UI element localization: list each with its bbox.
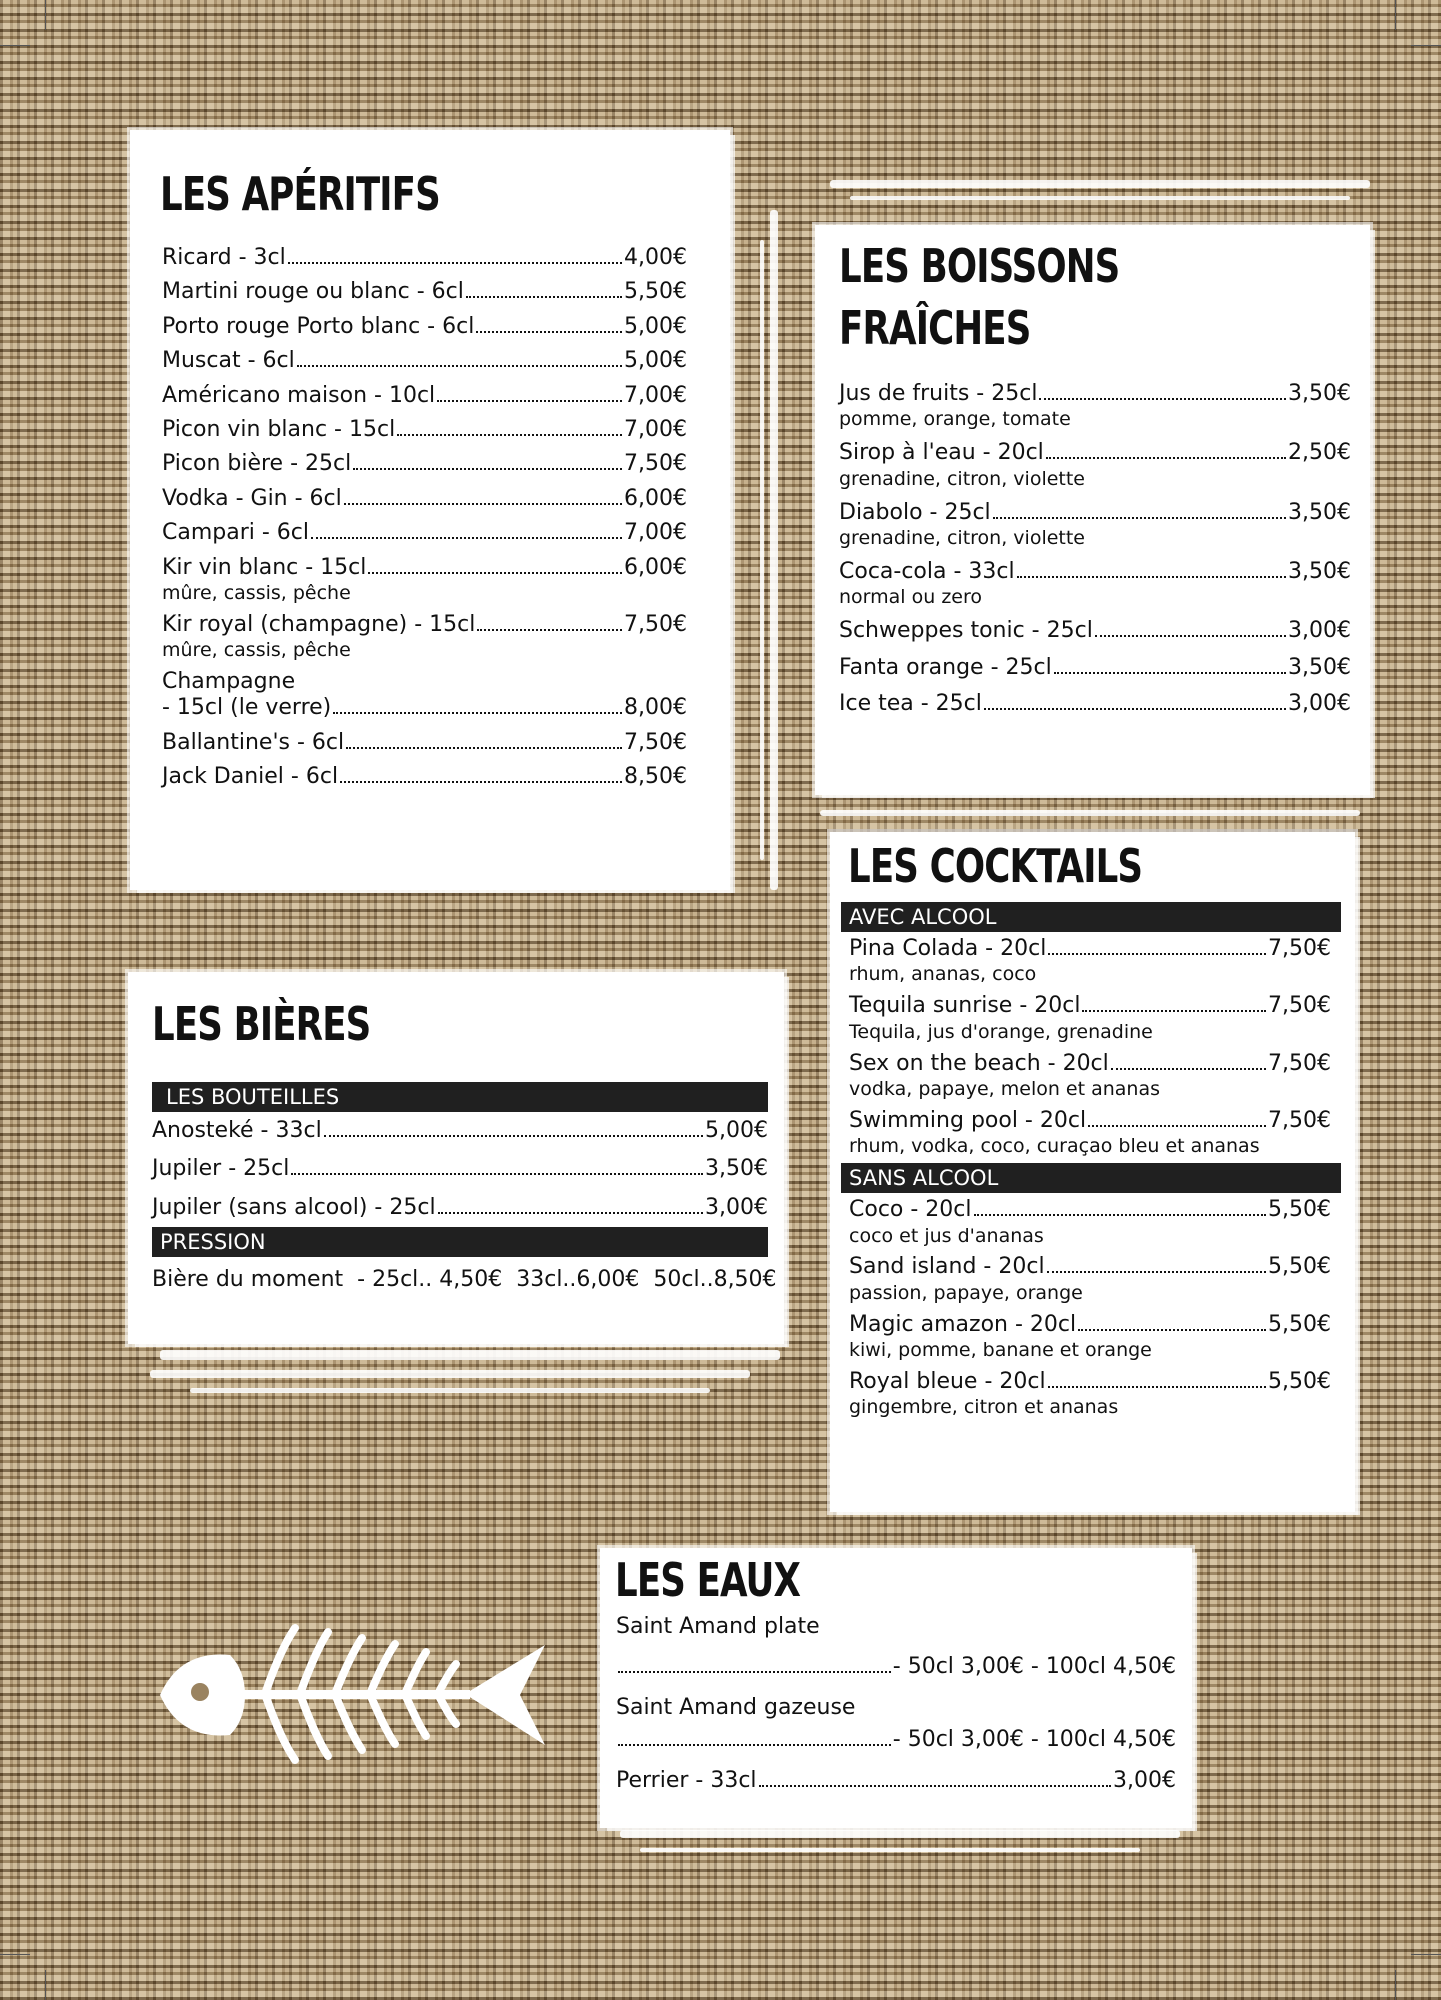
dot-leader: [466, 296, 622, 298]
item-description: Tequila, jus d'orange, grenadine: [849, 1020, 1153, 1043]
item-row: [162, 451, 687, 477]
gazeuse-label: Saint Amand gazeuse: [616, 1694, 856, 1720]
sans-alcool-header: SANS ALCOOL: [841, 1163, 1341, 1193]
item-name: Ballantine's - 6cl: [162, 729, 345, 755]
item-name: Coca-cola - 33cl: [839, 558, 1015, 584]
brush-stroke: [190, 1388, 710, 1393]
item-price: 2,50€: [1288, 440, 1351, 466]
item-price: 5,50€: [1268, 1254, 1331, 1280]
list-item: [839, 559, 1351, 608]
item-row: [849, 993, 1331, 1019]
item-price: 8,00€: [624, 695, 687, 721]
item-price: 7,00€: [624, 416, 687, 442]
list-item: [162, 451, 687, 477]
item-row: [839, 618, 1351, 644]
brush-stroke: [620, 1830, 1180, 1838]
list-item: [162, 669, 687, 695]
perrier-name: Perrier - 33cl: [616, 1767, 757, 1793]
boissons-panel: [815, 225, 1370, 795]
dot-leader: [333, 712, 622, 714]
list-item: [616, 1614, 1176, 1640]
item-name: Picon vin blanc - 15cl: [162, 416, 396, 442]
item-name: Jus de fruits - 25cl: [839, 381, 1038, 406]
avec-alcool-header: AVEC ALCOOL: [841, 902, 1341, 932]
dot-leader: [346, 747, 622, 749]
bieres-title: LES BIÈRES: [152, 997, 371, 1051]
item-row: [839, 500, 1351, 526]
item-price: 8,50€: [624, 764, 687, 790]
item-price: 7,50€: [1268, 993, 1331, 1019]
dot-leader: [1048, 1386, 1266, 1388]
plate-price: - 50cl 3,00€ - 100cl 4,50€: [892, 1654, 1176, 1680]
item-price: 5,00€: [624, 348, 687, 374]
item-row: [152, 1156, 768, 1182]
list-item: [849, 1108, 1331, 1157]
item-price: 5,00€: [624, 313, 687, 339]
item-price: 3,00€: [1288, 618, 1351, 644]
item-price: 5,50€: [1268, 1311, 1331, 1337]
brush-stroke: [760, 240, 764, 860]
item-name: Anosteké - 33cl: [152, 1118, 322, 1143]
item-description: grenadine, citron, violette: [839, 526, 1085, 549]
dot-leader: [759, 1785, 1111, 1787]
item-name: Muscat - 6cl: [162, 348, 295, 374]
item-row: [839, 691, 1351, 717]
item-row: [162, 486, 687, 512]
item-name: Ricard - 3cl: [162, 245, 286, 270]
eaux-list: [616, 1614, 1176, 1794]
item-row: [152, 1118, 768, 1144]
brush-stroke: [850, 196, 1350, 200]
aperitifs-list: [162, 245, 687, 791]
list-item: [849, 1197, 1331, 1246]
item-row: [162, 555, 687, 581]
crop-mark: [1411, 1954, 1441, 1955]
list-item: [839, 381, 1351, 430]
list-item: [162, 486, 687, 512]
item-row: [162, 417, 687, 443]
bouteilles-header: LES BOUTEILLES: [152, 1082, 768, 1112]
item-name: Diabolo - 25cl: [839, 499, 991, 525]
list-item: [839, 500, 1351, 549]
dot-leader: [288, 262, 622, 264]
list-item: [162, 555, 687, 604]
item-row: [162, 348, 687, 374]
dot-leader: [1088, 1125, 1266, 1127]
item-price: 3,50€: [1288, 499, 1351, 525]
list-item: [839, 618, 1351, 644]
item-name: Coco - 20cl: [849, 1197, 972, 1223]
item-price: 7,50€: [624, 729, 687, 755]
pression-header: PRESSION: [152, 1227, 768, 1257]
item-name: Jupiler - 25cl: [152, 1156, 290, 1182]
item-row: [849, 936, 1331, 962]
item-name: Sirop à l'eau - 20cl: [839, 440, 1044, 466]
item-row: [839, 559, 1351, 585]
list-item: [162, 695, 687, 721]
brush-stroke: [770, 210, 778, 890]
crop-mark: [1395, 0, 1396, 30]
brush-stroke: [830, 180, 1370, 188]
pression-text: Bière du moment - 25cl.. 4,50€ 33cl..6,00€ 50cl..8,50€: [152, 1267, 777, 1293]
item-description: gingembre, citron et ananas: [849, 1396, 1119, 1419]
crop-mark: [0, 1954, 30, 1955]
item-description: kiwi, pomme, banane et orange: [849, 1339, 1152, 1362]
item-row: [152, 1195, 768, 1221]
item-price: 5,50€: [624, 279, 687, 305]
item-row: [162, 764, 687, 790]
dot-leader: [1078, 1329, 1266, 1331]
dot-leader: [344, 503, 622, 505]
dot-leader: [353, 468, 622, 470]
item-price: 7,50€: [624, 611, 687, 637]
gazeuse-price: - 50cl 3,00€ - 100cl 4,50€: [892, 1727, 1176, 1753]
item-name: Jupiler (sans alcool) - 25cl: [152, 1194, 436, 1220]
list-item: [616, 1727, 1176, 1753]
dot-leader: [297, 365, 622, 367]
crop-mark: [45, 0, 46, 30]
eaux-panel: [600, 1548, 1192, 1828]
item-price: 7,50€: [624, 451, 687, 477]
list-item: [152, 1118, 768, 1144]
list-item: [849, 1051, 1331, 1100]
item-price: 5,00€: [705, 1118, 768, 1143]
champagne-label: Champagne: [162, 669, 296, 695]
item-row: [162, 314, 687, 340]
dot-leader: [1047, 1271, 1266, 1273]
dot-leader: [1054, 672, 1286, 674]
dot-leader: [1111, 1068, 1266, 1070]
crop-mark: [1395, 1970, 1396, 2000]
dot-leader: [477, 629, 622, 631]
item-name: Royal bleue - 20cl: [849, 1368, 1046, 1394]
item-row: [162, 695, 687, 721]
list-item: [849, 1312, 1331, 1361]
boissons-title-line1: LES BOISSONS: [839, 239, 1120, 293]
fish-skeleton-icon: [150, 1620, 550, 1770]
plate-label: Saint Amand plate: [616, 1614, 820, 1639]
list-item: [162, 314, 687, 340]
item-row: [849, 1369, 1331, 1395]
item-name: Pina Colada - 20cl: [849, 936, 1047, 961]
list-item: [839, 440, 1351, 489]
item-description: coco et jus d'ananas: [849, 1224, 1044, 1247]
list-item: [162, 348, 687, 374]
crop-mark: [1411, 45, 1441, 46]
item-name: Schweppes tonic - 25cl: [839, 618, 1093, 644]
cocktails-panel: [830, 832, 1355, 1512]
list-item: [839, 655, 1351, 681]
item-name: Sand island - 20cl: [849, 1254, 1045, 1280]
item-name: Kir vin blanc - 15cl: [162, 554, 367, 580]
item-row: [849, 1197, 1331, 1223]
dot-leader: [974, 1214, 1267, 1216]
item-price: 3,50€: [1288, 654, 1351, 680]
list-item: [849, 993, 1331, 1042]
item-price: 5,50€: [1268, 1368, 1331, 1394]
brush-stroke: [820, 810, 1360, 816]
item-description: normal ou zero: [839, 586, 983, 609]
item-price: 3,50€: [705, 1156, 768, 1182]
dot-leader: [1039, 398, 1286, 400]
item-name: Américano maison - 10cl: [162, 382, 436, 408]
item-price: 3,00€: [1288, 690, 1351, 716]
cocktails-list: [841, 902, 1341, 1418]
list-item: [162, 279, 687, 305]
list-item: [839, 691, 1351, 717]
item-description: rhum, vodka, coco, curaçao bleu et ananas: [849, 1135, 1260, 1158]
list-item: [162, 417, 687, 443]
item-name: Magic amazon - 20cl: [849, 1311, 1077, 1337]
dot-leader: [397, 434, 622, 436]
item-row: [839, 440, 1351, 466]
item-description: grenadine, citron, violette: [839, 467, 1085, 490]
dot-leader: [1048, 953, 1266, 955]
item-row: [162, 612, 687, 638]
dot-leader: [1095, 635, 1286, 637]
list-item: [162, 730, 687, 756]
item-name: Porto rouge Porto blanc - 6cl: [162, 313, 475, 339]
list-item: [849, 936, 1331, 985]
item-price: 7,00€: [624, 520, 687, 546]
item-price: 6,00€: [624, 554, 687, 580]
item-name: Swimming pool - 20cl: [849, 1107, 1087, 1133]
item-row: [162, 245, 687, 271]
list-item: [162, 612, 687, 661]
item-name: Ice tea - 25cl: [839, 690, 982, 716]
dot-leader: [368, 572, 622, 574]
brush-stroke: [150, 1370, 750, 1378]
list-item: [152, 1195, 768, 1221]
item-price: 5,50€: [1268, 1197, 1331, 1223]
dot-leader: [340, 781, 622, 783]
item-description: mûre, cassis, pêche: [162, 581, 351, 604]
item-name: Kir royal (champagne) - 15cl: [162, 611, 476, 637]
brush-stroke: [160, 1350, 780, 1360]
list-item: [162, 520, 687, 546]
item-row: [162, 383, 687, 409]
list-item: [849, 1254, 1331, 1303]
item-row: [162, 279, 687, 305]
bieres-list: [152, 1082, 777, 1294]
eaux-title: LES EAUX: [615, 1553, 801, 1607]
pression-item: [152, 1267, 777, 1293]
item-name: Tequila sunrise - 20cl: [849, 993, 1081, 1019]
list-item: [152, 1156, 768, 1182]
item-price: 3,00€: [705, 1194, 768, 1220]
item-row: [839, 381, 1351, 407]
dot-leader: [618, 1744, 891, 1746]
item-description: mûre, cassis, pêche: [162, 639, 351, 662]
crop-mark: [0, 45, 30, 46]
list-item: [162, 764, 687, 790]
perrier-price: 3,00€: [1113, 1767, 1176, 1793]
dot-leader: [291, 1173, 703, 1175]
dot-leader: [476, 331, 622, 333]
item-name: Campari - 6cl: [162, 520, 310, 546]
dot-leader: [437, 400, 622, 402]
item-name: Picon bière - 25cl: [162, 451, 352, 477]
dot-leader: [618, 1671, 891, 1673]
item-price: 4,00€: [624, 245, 687, 270]
item-row: [162, 520, 687, 546]
item-name: Sex on the beach - 20cl: [849, 1050, 1109, 1076]
brush-stroke: [640, 1848, 1140, 1852]
dot-leader: [1017, 576, 1286, 578]
boissons-title-line2: FRAÎCHES: [839, 301, 1031, 355]
item-description: passion, papaye, orange: [849, 1281, 1083, 1304]
list-item: [616, 1695, 1176, 1721]
item-price: 6,00€: [624, 485, 687, 511]
item-row: [162, 730, 687, 756]
dot-leader: [1046, 457, 1286, 459]
list-item: [849, 1369, 1331, 1418]
dot-leader: [984, 708, 1286, 710]
aperitifs-panel: [130, 130, 730, 890]
item-row: [849, 1312, 1331, 1338]
dot-leader: [993, 517, 1286, 519]
item-row: [849, 1051, 1331, 1077]
item-row: [849, 1108, 1331, 1134]
aperitifs-title: LES APÉRITIFS: [160, 167, 440, 221]
item-row: [849, 1254, 1331, 1280]
item-name: - 15cl (le verre): [162, 695, 332, 721]
item-name: Jack Daniel - 6cl: [162, 764, 339, 790]
dot-leader: [1082, 1010, 1266, 1012]
boissons-list: [839, 381, 1351, 717]
bieres-panel: [128, 972, 784, 1344]
cocktails-title: LES COCKTAILS: [848, 839, 1143, 893]
item-price: 7,00€: [624, 382, 687, 408]
item-price: 3,50€: [1288, 558, 1351, 584]
item-description: vodka, papaye, melon et ananas: [849, 1077, 1161, 1100]
item-row: [839, 655, 1351, 681]
item-price: 7,50€: [1268, 1107, 1331, 1133]
list-item: [616, 1768, 1176, 1794]
item-price: 7,50€: [1268, 936, 1331, 961]
dot-leader: [324, 1135, 703, 1137]
item-name: Fanta orange - 25cl: [839, 654, 1052, 680]
item-description: rhum, ananas, coco: [849, 963, 1037, 986]
list-item: [162, 245, 687, 271]
list-item: [616, 1654, 1176, 1680]
item-name: Martini rouge ou blanc - 6cl: [162, 279, 464, 305]
dot-leader: [438, 1212, 703, 1214]
item-price: 7,50€: [1268, 1050, 1331, 1076]
crop-mark: [45, 1970, 46, 2000]
item-name: Vodka - Gin - 6cl: [162, 485, 342, 511]
list-item: [162, 383, 687, 409]
item-price: 3,50€: [1288, 381, 1351, 406]
item-description: pomme, orange, tomate: [839, 408, 1071, 431]
dot-leader: [311, 537, 622, 539]
